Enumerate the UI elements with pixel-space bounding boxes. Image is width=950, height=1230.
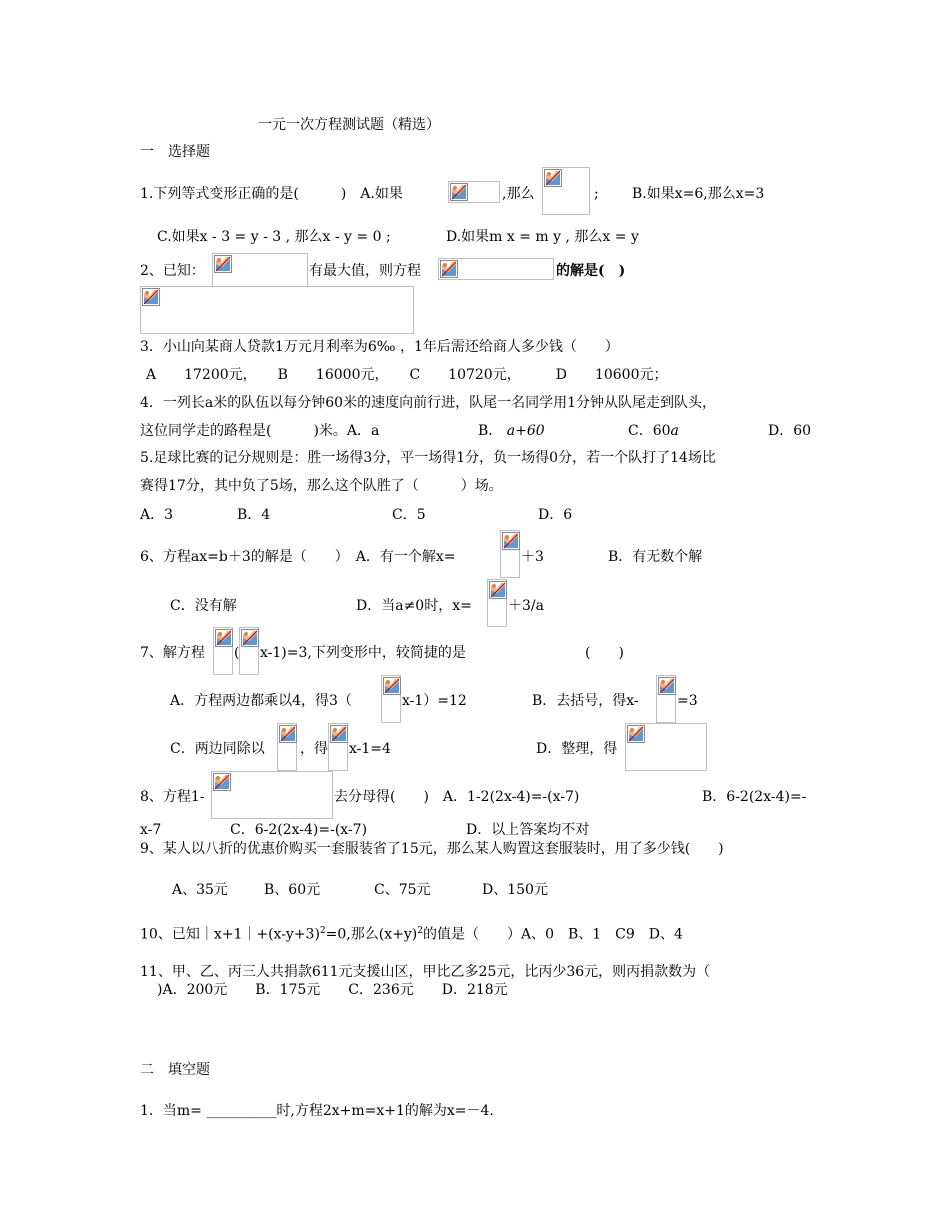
q5-option-b: B．4	[237, 507, 271, 523]
q4-option-c-label: C．60	[628, 423, 671, 439]
q1-option-d: D.如果m x = m y , 那么x = y	[446, 229, 639, 245]
f1-tail: 时,方程2x+m=x+1的解为x=－4.	[276, 1103, 494, 1119]
q10-sup1: 2	[319, 926, 326, 936]
q7-option-c-tail: x-1=4	[349, 741, 391, 757]
q2-options-image	[140, 286, 414, 334]
q7-answer-blank: ( )	[585, 645, 624, 661]
broken-image-icon	[440, 260, 458, 278]
q4-option-b-label: B．	[478, 423, 503, 439]
q7-stem: 7、解方程	[140, 645, 205, 661]
q4-line2: 这位同学走的路程是( )米。A．a	[140, 423, 380, 439]
q5-option-a: A．3	[140, 507, 174, 523]
broken-image-icon	[330, 725, 348, 743]
q4-option-b-expr: a+60	[506, 423, 545, 439]
q5-line1: 5.足球比赛的记分规则是：胜一场得3分，平一场得1分，负一场得0分，若一个队打了14场比	[140, 450, 716, 466]
page-title: 一元一次方程测试题（精选）	[258, 117, 440, 133]
q7-option-a-tail: x-1）=12	[402, 693, 467, 709]
q7-option-b: B．去括号，得x-	[532, 693, 639, 709]
q7-fraction-image	[213, 627, 233, 675]
f1-blank: __________	[206, 1103, 277, 1119]
q6-fraction-image	[500, 530, 520, 578]
q10-stem	[140, 922, 683, 944]
q7-option-b-image	[656, 675, 676, 723]
q5-option-c: C．5	[392, 507, 426, 523]
broken-image-icon	[450, 183, 468, 201]
q9-stem: 9、某人以八折的优惠价购买一套服装省了15元，那么某人购置这套服装时，用了多少钱( )	[140, 841, 724, 857]
q4-option-c	[628, 422, 679, 440]
q1-formula-image-2	[542, 167, 590, 215]
q7-option-d-image	[625, 723, 707, 771]
f1-label: 1．当m=	[140, 1103, 202, 1119]
q7-option-d: D．整理，得	[536, 741, 618, 757]
q7-option-c-image	[277, 723, 297, 771]
q1-mid: ,那么	[502, 186, 535, 202]
q6-fraction-image-2	[487, 579, 507, 627]
q10-part3: 的值是（ ）A、0 B、1 C9 D、4	[422, 926, 683, 943]
q2-mid: 有最大值，则方程	[309, 263, 421, 279]
q1-stem: 1.下列等式变形正确的是( ) A.如果	[140, 186, 403, 202]
q3-options: A 17200元， B 16000元， C 10720元， D 10600元；	[146, 367, 668, 383]
q7-option-a: A．方程两边都乘以4，得3（	[170, 693, 352, 709]
q4-option-d: D．60	[768, 423, 812, 439]
q11-line2: )A．200元 B．175元 C．236元 D．218元	[157, 982, 508, 998]
q9-option-d: D、150元	[482, 882, 548, 898]
q1-option-c: C.如果x - 3 = y - 3 , 那么x - y = 0 ;	[157, 229, 391, 245]
q10-part1: 10、已知｜x+1｜+(x-y+3)	[140, 926, 320, 943]
q7-option-b-tail: =3	[677, 693, 698, 709]
q6-option-d-tail: ＋3/a	[508, 598, 544, 614]
q9-option-b: B、60元	[264, 882, 321, 898]
broken-image-icon	[658, 677, 676, 695]
q10-sup2: 2	[417, 926, 423, 936]
q5-line2: 赛得17分，其中负了5场，那么这个队胜了（ ）场。	[140, 478, 503, 494]
q7-option-c-image-2	[328, 723, 348, 771]
q3-stem: 3．小山向某商人贷款1万元月利率为6‰ ，1年后需还给商人多少钱（ ）	[140, 339, 619, 355]
broken-image-icon	[489, 581, 507, 599]
q4-line1: 4．一列长a米的队伍以每分钟60米的速度向前行进，队尾一名同学用1分钟从队尾走到队头，	[140, 395, 716, 411]
q8-line2: x-7	[140, 822, 162, 838]
q9-option-c: C、75元	[374, 882, 431, 898]
q7-option-c-mid: ，得	[300, 741, 328, 757]
broken-image-icon	[279, 725, 297, 743]
q2-end: 的解是( )	[556, 263, 626, 279]
q8-option-b: B．6-2(2x-4)=-	[702, 789, 807, 805]
q11-line1: 11、甲、乙、丙三人共捐款611元支援山区，甲比乙多25元，比丙少36元，则丙捐款数为（	[140, 964, 711, 980]
q8-stem: 8、方程1-	[140, 789, 205, 805]
q1-option-b: B.如果x=6,那么x=3	[632, 186, 765, 202]
broken-image-icon	[502, 532, 520, 550]
q8-fraction-image	[211, 771, 333, 819]
q2-formula-image	[212, 253, 308, 287]
q5-option-d: D．6	[538, 507, 573, 523]
q10-part2: =0,那么(x+y)	[325, 926, 418, 943]
q7-paren: (	[234, 645, 240, 661]
broken-image-icon	[241, 629, 259, 647]
q7-option-a-image	[381, 675, 401, 723]
q9-option-a: A、35元	[172, 882, 228, 898]
q4-option-b	[478, 422, 545, 440]
q6-option-c: C．没有解	[170, 598, 237, 614]
broken-image-icon	[214, 255, 232, 273]
broken-image-icon	[142, 288, 160, 306]
broken-image-icon	[213, 773, 231, 791]
q6-option-a-tail: ＋3	[521, 549, 544, 565]
broken-image-icon	[627, 725, 645, 743]
q8-option-c: C．6-2(2x-4)=-(x-7)	[230, 822, 368, 838]
q8-mid: 去分母得( ) A．1-2(2x-4)=-(x-7)	[334, 789, 580, 805]
broken-image-icon	[215, 629, 233, 647]
broken-image-icon	[383, 677, 401, 695]
q2-stem: 2、已知：	[140, 263, 205, 279]
broken-image-icon	[544, 169, 562, 187]
q7-option-c: C．两边同除以	[170, 741, 265, 757]
q8-option-d: D．以上答案均不对	[466, 822, 590, 838]
f1-stem	[140, 1102, 494, 1120]
q6-stem: 6、方程ax=b＋3的解是（ ） A．有一个解x=	[140, 549, 456, 565]
q1-semicolon: ;	[594, 186, 599, 202]
section-heading-choice: 一 选择题	[140, 144, 210, 160]
q2-formula-image-2	[438, 258, 554, 280]
q6-option-b: B．有无数个解	[608, 549, 703, 565]
q7-fraction-image-2	[239, 627, 259, 675]
q4-option-c-var: a	[670, 423, 679, 439]
q7-tail: x-1)=3,下列变形中，较简捷的是	[260, 645, 466, 661]
q1-formula-image	[448, 181, 500, 203]
q6-option-d: D．当a≠0时，x=	[356, 598, 472, 614]
section-heading-fill: 二 填空题	[140, 1062, 210, 1078]
